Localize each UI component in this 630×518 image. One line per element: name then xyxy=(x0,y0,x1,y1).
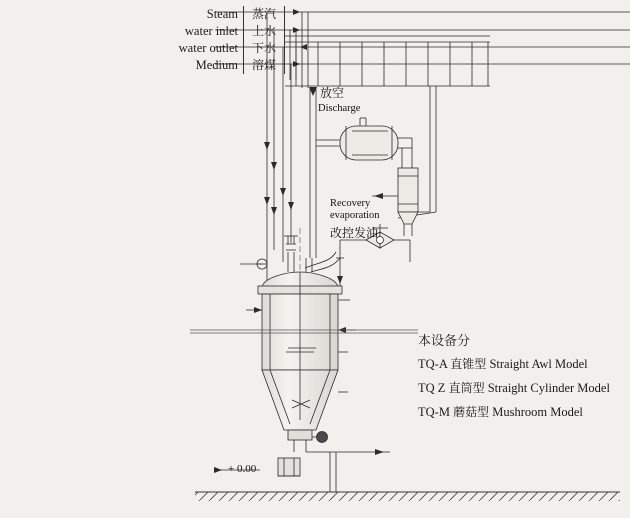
legend-cn-0: 直锥型 xyxy=(450,357,487,371)
callout-recovery-line1: Recovery xyxy=(330,198,371,209)
service-line-legend xyxy=(168,6,285,74)
service-row-water-outlet xyxy=(168,40,285,57)
callout-recovery-line2: evaporation xyxy=(330,210,380,221)
service-row-water-inlet xyxy=(168,23,285,40)
callout-discharge-en: Discharge xyxy=(318,103,361,114)
service-label-en-0: Steam xyxy=(206,7,238,21)
legend-cn-1: 直筒型 xyxy=(448,381,485,395)
legend-row-tq-a xyxy=(418,355,618,372)
legend-row-tq-m xyxy=(418,403,618,420)
service-label-cn-2: 下水 xyxy=(243,40,285,57)
legend-en-1: Straight Cylinder Model xyxy=(487,381,610,395)
callout-recovery-cn: 改控发油 xyxy=(330,226,379,240)
legend-en-0: Straight Awl Model xyxy=(489,357,588,371)
legend-code-1: TQ Z xyxy=(418,381,446,395)
legend-en-2: Mushroom Model xyxy=(492,405,583,419)
legend-code-0: TQ-A xyxy=(418,357,448,371)
service-label-cn-1: 上水 xyxy=(243,23,285,40)
callout-discharge-cn: 放空 xyxy=(320,86,345,100)
service-label-en-3: Medium xyxy=(195,58,238,72)
service-label-cn-0: 蒸汽 xyxy=(243,6,285,23)
legend-row-tq-z xyxy=(418,379,618,396)
service-label-cn-3: 溶煤 xyxy=(243,57,285,74)
elevation-marker-label: + 0.00 xyxy=(228,463,257,475)
legend-cn-2: 蘑菇型 xyxy=(453,405,490,419)
service-label-en-2: water outlet xyxy=(178,41,238,55)
legend-code-2: TQ-M xyxy=(418,405,450,419)
service-row-medium xyxy=(168,57,285,74)
service-label-en-1: water inlet xyxy=(184,24,238,38)
legend-title: 本设备分 xyxy=(418,334,471,349)
model-legend xyxy=(418,330,618,427)
service-row-steam xyxy=(168,6,285,23)
